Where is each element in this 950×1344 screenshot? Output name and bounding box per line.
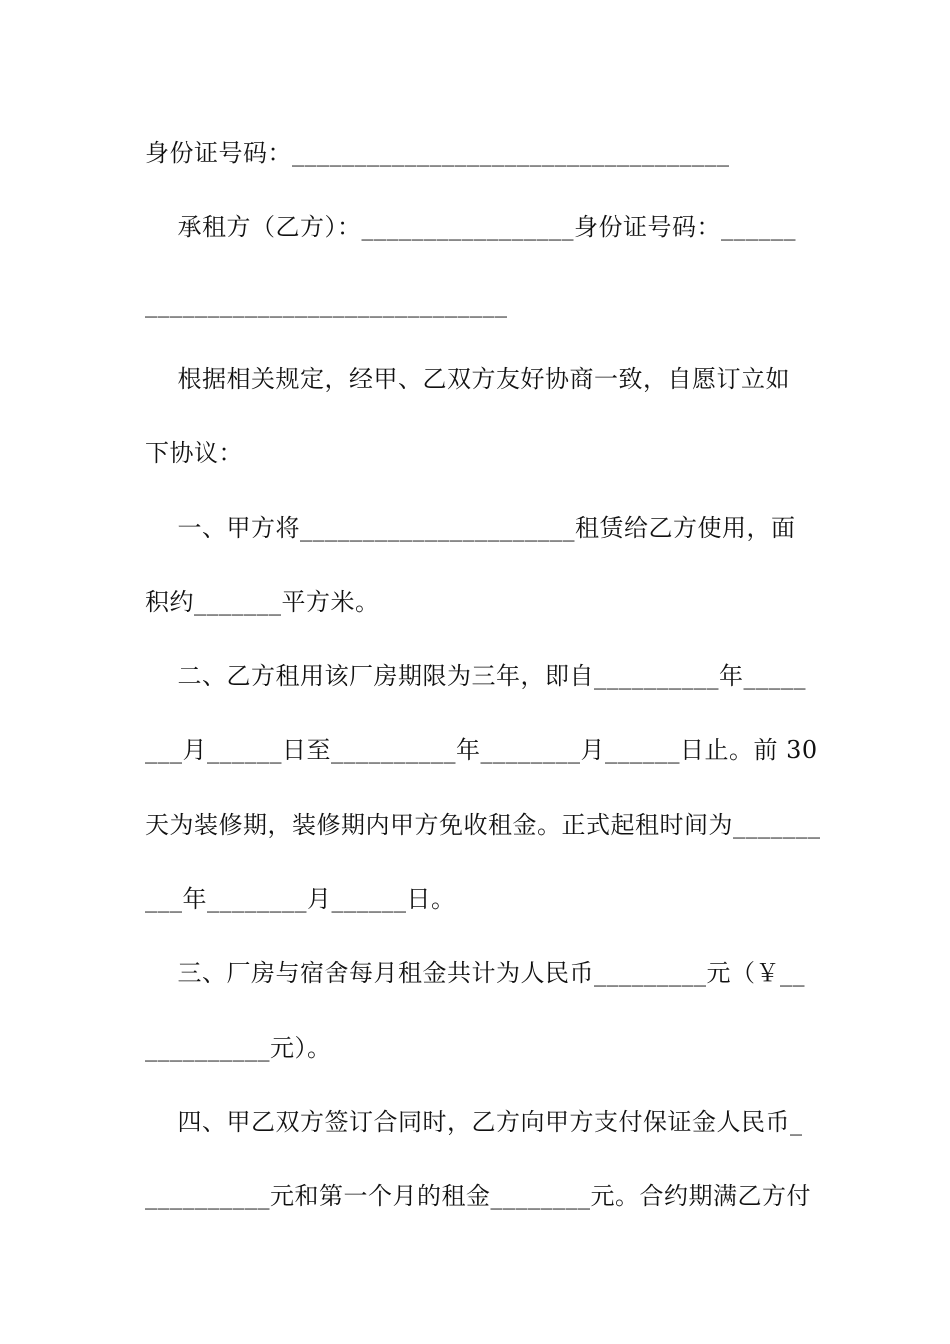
clause-2-line-4: ___年________月______日。 <box>145 885 456 913</box>
intro-paragraph-line-1: 根据相关规定，经甲、乙双方友好协商一致，自愿订立如 <box>145 365 791 393</box>
clause-1-line-1: 一、甲方将______________________租赁给乙方使用，面 <box>145 514 796 542</box>
clause-2-line-3: 天为装修期，装修期内甲方免收租金。正式起租时间为_______ <box>145 811 821 839</box>
clause-1-line-2: 积约_______平方米。 <box>145 588 380 616</box>
clause-4-line-1: 四、甲乙双方签订合同时，乙方向甲方支付保证金人民币_ <box>145 1108 803 1136</box>
clause-3-line-1: 三、厂房与宿舍每月租金共计为人民币_________元（￥__ <box>145 959 806 987</box>
clause-2-line-1: 二、乙方租用该厂房期限为三年，即自__________年_____ <box>145 662 807 690</box>
clause-4-line-2: __________元和第一个月的租金________元。合约期满乙方付 <box>145 1182 811 1210</box>
clause-2-line-2: ___月______日至__________年________月______日止。前 30 <box>145 736 818 764</box>
lessee-id-continued-line: _____________________________ <box>145 290 508 318</box>
id-number-line-lessor: 身份证号码：___________________________________ <box>145 139 730 167</box>
clause-3-line-2: __________元）。 <box>145 1034 332 1062</box>
lessee-line: 承租方（乙方）：_________________身份证号码：______ <box>145 213 797 241</box>
intro-paragraph-line-2: 下协议： <box>145 439 243 467</box>
